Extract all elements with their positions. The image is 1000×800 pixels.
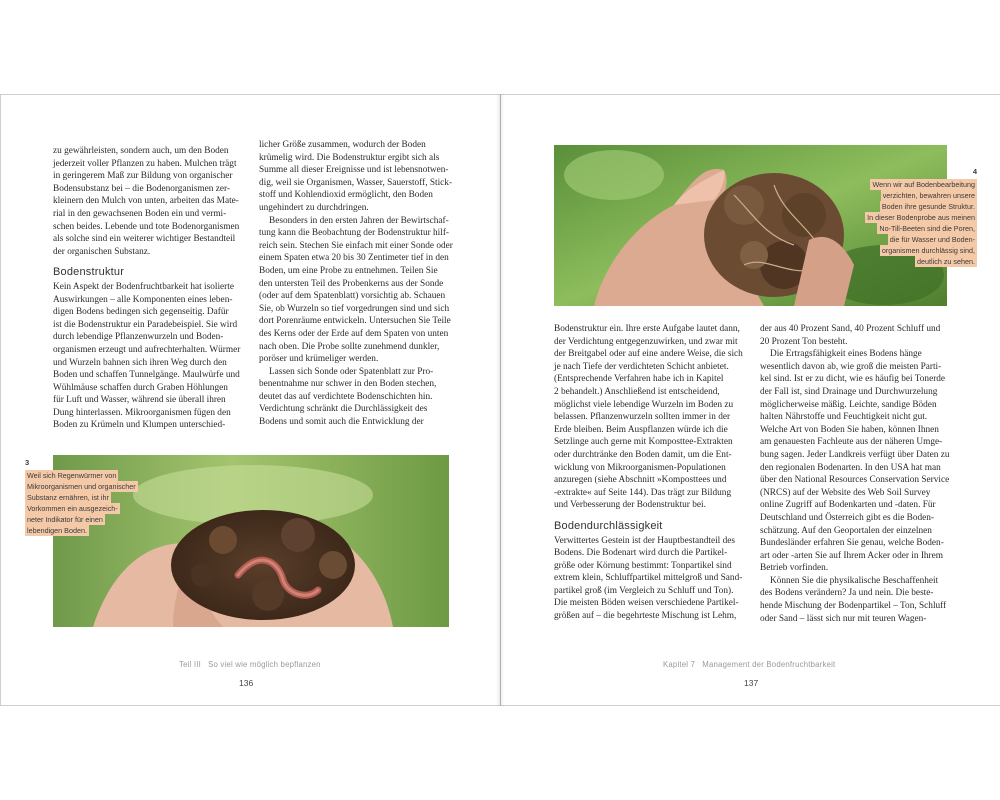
body-text: der aus 40 Prozent Sand, 40 Prozent Schluff und 20 Prozent Ton besteht. [760,324,941,347]
right-column-2 [760,323,958,625]
caption-3 [25,457,195,536]
body-text: Kein Aspekt der Bodenfruchtbarkeit hat isolierte Auswirkungen – alle Komponenten eines leben- digen Bodens bedingen sich gegenseitig. Dafür ist die Bodenstruktur ein Paradebeispiel. Sie wird durch lebendige Pflanzenwurzeln und Boden- organismen erzeugt und aufrechterhalten. Würmer und Wurzeln bahnen sich ihren Weg durch den Boden und schaffen Tunnelgänge. Maulwürfe und Wühlmäuse schaffen durch Graben Höhlungen für Luft und Wasser, während sie überall ihren Dung hinterlassen. Mikroorganismen fügen den Boden zu Krümeln und Klumpen unterschied- [53,281,241,431]
caption-line: die für Wasser und Boden- [889,235,975,244]
body-text: Besonders in den ersten Jahren der Bewirtschaf- tung kann die Beobachtung der Bodenstruktur hilf- reich sein. Stechen Sie einfach mit einer Sonde oder einem Spaten etwa 20 bis 30 Zentimeter tief in den Boden, um eine Probe zu entnehmen. Teilen Sie den untersten Teil des Probenkerns aus der Sonde (oder auf dem Spatenblatt) vorsichtig ab. Schauen Sie, ob Wurzeln so tief vorgedrungen sind und sich dort Porenräume entwickeln. Untersuchen Sie Teile des Kerns oder der Erde auf dem Spaten von unten nach oben. Die Probe sollte zunehmend dunkler, poröser und krümeliger werden. [259,215,453,365]
caption-line: Vorkommen ein ausgezeich- [27,504,118,513]
body-text: Lassen sich Sonde oder Spatenblatt zur Pro- benentnahme nur schwer in den Boden stechen, deutet das auf verdichtete Bodenschichten hin. Verdichtung schränkt die Durchlässigkeit des Bodens und somit auch die Entwicklung der [259,366,437,428]
footer-part: Kapitel 7 [663,660,696,669]
caption-line: Boden ihre gesunde Struktur. [881,202,975,211]
book-spread [0,94,1000,706]
left-page [0,94,501,706]
left-column-1 [53,145,251,432]
body-text: Können Sie die physikalische Beschaffenheit des Bodens verändern? Ja und nein. Die beste- hende Mischung der Bodenpartikel – Ton, Schluff oder Sand – lässt sich nur mit teuren Wagen- [760,575,947,624]
running-footer [179,660,321,669]
caption-number: 3 [25,458,30,467]
footer-title: Management der Bodenfruchtbarkeit [702,660,836,669]
page-number: 137 [744,678,759,688]
left-column-2 [259,139,455,429]
footer-title: So viel wie möglich bepflanzen [208,660,321,669]
caption-4 [801,166,977,267]
body-text: Die Ertragsfähigkeit eines Bodens hänge wesentlich davon ab, wie groß die meisten Parti- kel sind. Ist er zu dicht, wie es häufig bei Tonerde der Fall ist, sind Drainage und Durchwurzelung möglicherweise mäßig. Leichte, sandige Böden halten Nährstoffe und Feuchtigkeit nicht gut. Welche Art von Boden Sie haben, können Ihnen am genauesten Fachleute aus der näheren Umge- bung sagen. Jeder Landkreis verfügt über Daten zu den regionalen Bodenarten. In den USA hat man über den National Resources Conservation Service (NRCS) auf der Website des Web Soil Survey online Zugriff auf Bodenkarten und -daten. Für Deutschland und Österreich gibt es die Boden- schätzung. Auf den Geoportalen der einzelnen Bundesländer erfahren Sie genau, welche Boden- art oder -arten Sie auf Ihrem Acker oder in Ihrem Betrieb vorfinden. [760,349,950,574]
caption-line: organismen durchlässig sind, [881,246,975,255]
caption-line: verzichten, bewahren unsere [882,191,975,200]
caption-line: Wenn wir auf Bodenbearbeitung [872,180,975,189]
caption-line: Substanz ernähren, ist ihr [27,493,109,502]
running-footer [663,660,835,669]
caption-line: In dieser Bodenprobe aus meinen [867,213,975,222]
body-text: licher Größe zusammen, wodurch der Boden krümelig wird. Die Bodenstruktur ergibt sich als Summe all dieser Ereignisse und ist lebensnotwen- dig, weil sie Organismen, Wasser, Sauerstoff, Stick- stoff und Kohlendioxid ermöglicht, den Boden ungehindert zu durchdringen. [259,140,453,213]
caption-line: Mikroorganismen und organischer [27,482,136,491]
section-heading: Bodenstruktur [53,266,125,279]
right-page [500,94,1000,706]
page-number: 136 [239,678,254,688]
caption-line: Weil sich Regenwürmer von [27,471,117,480]
body-text: Verwittertes Gestein ist der Hauptbestandteil des Bodens. Die Bodenart wird durch die Partikel- größe oder Körnung bestimmt: Tonpartikel sind extrem klein, Schluffpartikel mittelgroß und Sand- partikel groß (im Vergleich zu Schluff und Ton). Die meisten Böden weisen verschiedene Partikel- größen auf – die begehrteste Mischung ist Lehm, [554,535,743,622]
caption-line: No-Till-Beeten sind die Poren, [879,224,975,233]
body-text: zu gewährleisten, sondern auch, um den Boden jederzeit voller Pflanzen zu haben. Mulchen trägt in geringerem Maß zur Bildung von organischer Bodensubstanz bei – die Bodenorganismen zer- kleinern den Mulch von unten, arbeiten das Mate- rial in den gewachsenen Boden ein und vermi- schen beides. Lebende und tote Bodenorganismen als solche sind ein weiterer wichtiger Bestandteil der organischen Substanz. [53,146,240,257]
body-text: Bodenstruktur ein. Ihre erste Aufgabe lautet dann, der Verdichtung entgegenzuwirken, und zwar mit der Breitgabel oder auf eine andere Weise, die sich je nach Tiefe der verdichteten Schicht anbietet. (Entsprechende Verfahren habe ich in Kapitel 2 behandelt.) Anschließend ist entscheidend, möglichst viele lebendige Wurzeln im Boden zu belassen. Pflanzenwurzeln sollten immer in der Erde bleiben. Beim Auspflanzen würde ich die Setzlinge auch gerne mit Komposttee-Extrakten oder durchtränke den Boden damit, um die Ent- wicklung von Mikroorganismen-Populationen anzuregen (siehe Abschnitt »Komposttees und -extrakte« auf Seite 144). Das trägt zur Bildung und Verbesserung der Bodenstruktur bei. [554,324,743,511]
right-column-1 [554,323,754,623]
book-gutter [496,94,504,706]
caption-number: 4 [972,167,977,176]
caption-line: lebendigen Boden. [27,526,87,535]
caption-line: neter Indikator für einen [27,515,103,524]
section-heading: Bodendurchlässigkeit [554,519,663,532]
footer-part: Teil III [179,660,201,669]
caption-line: deutlich zu sehen. [917,257,975,266]
